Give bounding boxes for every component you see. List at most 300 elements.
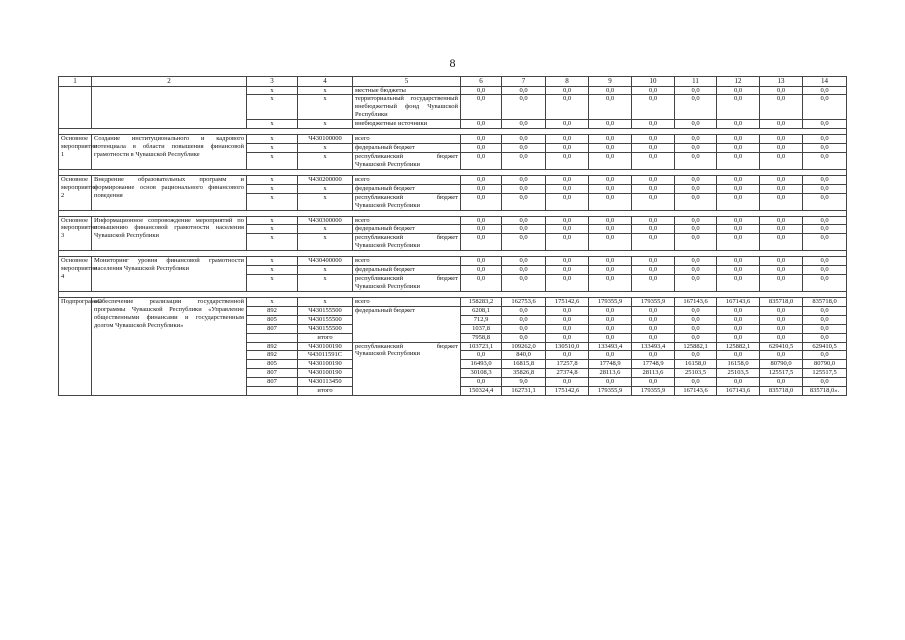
value-cell: 0,0 bbox=[760, 193, 803, 210]
column-number: 7 bbox=[502, 77, 546, 87]
value-cell: 0,0 bbox=[717, 144, 760, 153]
code-cell: Ч430200000 bbox=[298, 175, 353, 184]
value-cell: 17748,9 bbox=[632, 360, 675, 369]
value-cell: 0,0 bbox=[760, 152, 803, 169]
value-cell: 0,0 bbox=[546, 175, 589, 184]
value-cell: 0,0 bbox=[675, 95, 717, 120]
value-cell: 0,0 bbox=[632, 306, 675, 315]
value-cell: 0,0 bbox=[589, 315, 632, 324]
value-cell: 0,0 bbox=[632, 135, 675, 144]
event-row bbox=[59, 216, 847, 225]
label-cell bbox=[59, 86, 92, 129]
value-cell: 0,0 bbox=[546, 333, 589, 342]
value-cell: 16158,0 bbox=[675, 360, 717, 369]
grbs-cell: х bbox=[247, 144, 298, 153]
value-cell: 0,0 bbox=[760, 120, 803, 129]
value-cell: 0,0 bbox=[632, 216, 675, 225]
value-cell: 0,0 bbox=[546, 234, 589, 251]
value-cell: 17748,9 bbox=[589, 360, 632, 369]
column-number: 11 bbox=[675, 77, 717, 87]
value-cell: 835718,0». bbox=[803, 387, 847, 396]
value-cell: 840,0 bbox=[502, 351, 546, 360]
value-cell: 0,0 bbox=[461, 152, 502, 169]
code-cell: Ч43011591С bbox=[298, 351, 353, 360]
value-cell: 0,0 bbox=[675, 333, 717, 342]
value-cell: 0,0 bbox=[546, 306, 589, 315]
value-cell: 0,0 bbox=[502, 86, 546, 95]
value-cell: 0,0 bbox=[502, 175, 546, 184]
source-cell: федеральный бюджет bbox=[353, 306, 461, 342]
code-cell: х bbox=[298, 184, 353, 193]
value-cell: 0,0 bbox=[589, 378, 632, 387]
code-cell: х bbox=[298, 193, 353, 210]
value-cell: 0,0 bbox=[502, 225, 546, 234]
value-cell: 0,0 bbox=[632, 333, 675, 342]
value-cell: 0,0 bbox=[589, 266, 632, 275]
source-cell: всего bbox=[353, 257, 461, 266]
value-cell: 0,0 bbox=[546, 351, 589, 360]
value-cell: 0,0 bbox=[675, 306, 717, 315]
description-cell bbox=[92, 86, 247, 129]
value-cell: 0,0 bbox=[760, 234, 803, 251]
event-description: Мониторинг уровня финансовой грамотности населения Чувашской Республики bbox=[92, 257, 247, 292]
value-cell: 0,0 bbox=[675, 193, 717, 210]
value-cell: 0,0 bbox=[546, 266, 589, 275]
column-number: 6 bbox=[461, 77, 502, 87]
code-cell: х bbox=[298, 266, 353, 275]
value-cell: 0,0 bbox=[717, 306, 760, 315]
value-cell: 0,0 bbox=[717, 152, 760, 169]
grbs-cell: х bbox=[247, 193, 298, 210]
value-cell: 0,0 bbox=[589, 306, 632, 315]
value-cell: 125882,1 bbox=[717, 342, 760, 351]
value-cell: 0,0 bbox=[632, 351, 675, 360]
column-number: 10 bbox=[632, 77, 675, 87]
code-cell: х bbox=[298, 120, 353, 129]
value-cell: 0,0 bbox=[675, 225, 717, 234]
value-cell: 167143,6 bbox=[675, 297, 717, 306]
value-cell: 0,0 bbox=[717, 257, 760, 266]
code-cell: Ч430300000 bbox=[298, 216, 353, 225]
value-cell: 0,0 bbox=[675, 275, 717, 292]
grbs-cell: 805 bbox=[247, 315, 298, 324]
value-cell: 0,0 bbox=[502, 184, 546, 193]
value-cell: 0,0 bbox=[803, 351, 847, 360]
header-row bbox=[59, 77, 847, 87]
grbs-cell: х bbox=[247, 216, 298, 225]
value-cell: 0,0 bbox=[760, 225, 803, 234]
value-cell: 0,0 bbox=[675, 351, 717, 360]
value-cell: 27374,8 bbox=[546, 369, 589, 378]
code-cell: х bbox=[298, 275, 353, 292]
value-cell: 0,0 bbox=[632, 152, 675, 169]
value-cell: 179355,9 bbox=[632, 297, 675, 306]
value-cell: 0,0 bbox=[803, 152, 847, 169]
value-cell: 0,0 bbox=[717, 378, 760, 387]
subprogram-description: «Обеспечение реализации государственной программы Чувашской Республики «Управление общественными финансами и государственным долгом Чувашской Республики» bbox=[92, 297, 247, 395]
code-cell: Ч430100190 bbox=[298, 342, 353, 351]
value-cell: 0,0 bbox=[717, 120, 760, 129]
grbs-cell: х bbox=[247, 184, 298, 193]
value-cell: 0,0 bbox=[546, 216, 589, 225]
value-cell: 0,0 bbox=[502, 324, 546, 333]
value-cell: 0,0 bbox=[803, 193, 847, 210]
code-cell: Ч430113450 bbox=[298, 378, 353, 387]
value-cell: 0,0 bbox=[760, 95, 803, 120]
grbs-cell bbox=[247, 387, 298, 396]
value-cell: 0,0 bbox=[546, 324, 589, 333]
source-cell: всего bbox=[353, 175, 461, 184]
code-cell: х bbox=[298, 234, 353, 251]
value-cell: 0,0 bbox=[717, 315, 760, 324]
grbs-cell: х bbox=[247, 234, 298, 251]
value-cell: 179355,9 bbox=[589, 387, 632, 396]
value-cell: 0,0 bbox=[502, 333, 546, 342]
value-cell: 0,0 bbox=[760, 378, 803, 387]
value-cell: 0,0 bbox=[760, 315, 803, 324]
code-cell: итого bbox=[298, 387, 353, 396]
value-cell: 0,0 bbox=[675, 120, 717, 129]
value-cell: 0,0 bbox=[461, 216, 502, 225]
value-cell: 0,0 bbox=[803, 378, 847, 387]
value-cell: 835718,0 bbox=[760, 297, 803, 306]
value-cell: 0,0 bbox=[675, 184, 717, 193]
value-cell: 0,0 bbox=[461, 351, 502, 360]
value-cell: 0,0 bbox=[546, 193, 589, 210]
value-cell: 0,0 bbox=[803, 184, 847, 193]
value-cell: 103723,1 bbox=[461, 342, 502, 351]
value-cell: 0,0 bbox=[589, 275, 632, 292]
value-cell: 0,0 bbox=[461, 193, 502, 210]
column-number: 2 bbox=[92, 77, 247, 87]
value-cell: 0,0 bbox=[803, 315, 847, 324]
value-cell: 0,0 bbox=[589, 193, 632, 210]
event-description: Создание институционального и кадрового потенциала в области повышения финансовой грамотности в Чувашской Республике bbox=[92, 135, 247, 170]
value-cell: 0,0 bbox=[717, 266, 760, 275]
value-cell: 0,0 bbox=[502, 120, 546, 129]
value-cell: 0,0 bbox=[675, 266, 717, 275]
value-cell: 0,0 bbox=[546, 135, 589, 144]
value-cell: 0,0 bbox=[632, 234, 675, 251]
source-cell: республиканский бюджет Чувашской Республики bbox=[353, 342, 461, 396]
event-label: Основное мероприятие 2 bbox=[59, 175, 92, 210]
value-cell: 0,0 bbox=[589, 152, 632, 169]
value-cell: 0,0 bbox=[589, 216, 632, 225]
source-cell: всего bbox=[353, 297, 461, 306]
value-cell: 25103,5 bbox=[717, 369, 760, 378]
code-cell: х bbox=[298, 95, 353, 120]
value-cell: 0,0 bbox=[546, 184, 589, 193]
value-cell: 835718,0 bbox=[803, 297, 847, 306]
value-cell: 0,0 bbox=[803, 175, 847, 184]
value-cell: 712,9 bbox=[461, 315, 502, 324]
value-cell: 0,0 bbox=[760, 216, 803, 225]
value-cell: 0,0 bbox=[675, 135, 717, 144]
subprogram-label: Подпрограмма bbox=[59, 297, 92, 395]
value-cell: 0,0 bbox=[632, 86, 675, 95]
value-cell: 0,0 bbox=[589, 135, 632, 144]
value-cell: 0,0 bbox=[502, 152, 546, 169]
value-cell: 0,0 bbox=[632, 315, 675, 324]
value-cell: 0,0 bbox=[803, 306, 847, 315]
grbs-cell: х bbox=[247, 275, 298, 292]
value-cell: 0,0 bbox=[760, 275, 803, 292]
value-cell: 0,0 bbox=[760, 175, 803, 184]
grbs-cell: х bbox=[247, 120, 298, 129]
value-cell: 0,0 bbox=[675, 315, 717, 324]
grbs-cell: х bbox=[247, 95, 298, 120]
value-cell: 0,0 bbox=[461, 275, 502, 292]
value-cell: 0,0 bbox=[717, 324, 760, 333]
grbs-cell: 807 bbox=[247, 378, 298, 387]
value-cell: 0,0 bbox=[632, 275, 675, 292]
value-cell: 0,0 bbox=[546, 378, 589, 387]
value-cell: 175142,6 bbox=[546, 387, 589, 396]
value-cell: 130510,0 bbox=[546, 342, 589, 351]
value-cell: 16493,0 bbox=[461, 360, 502, 369]
value-cell: 0,0 bbox=[760, 135, 803, 144]
value-cell: 0,0 bbox=[717, 216, 760, 225]
value-cell: 0,0 bbox=[717, 86, 760, 95]
subprogram-row bbox=[59, 297, 847, 306]
grbs-cell: х bbox=[247, 266, 298, 275]
value-cell: 0,0 bbox=[675, 257, 717, 266]
value-cell: 133493,4 bbox=[632, 342, 675, 351]
column-number: 12 bbox=[717, 77, 760, 87]
event-row bbox=[59, 175, 847, 184]
code-cell: итого bbox=[298, 333, 353, 342]
value-cell: 0,0 bbox=[675, 324, 717, 333]
source-cell: республиканский бюджет Чувашской Республики bbox=[353, 193, 461, 210]
value-cell: 0,0 bbox=[546, 120, 589, 129]
value-cell: 0,0 bbox=[461, 144, 502, 153]
value-cell: 0,0 bbox=[803, 257, 847, 266]
value-cell: 0,0 bbox=[589, 234, 632, 251]
value-cell: 1037,8 bbox=[461, 324, 502, 333]
value-cell: 0,0 bbox=[760, 86, 803, 95]
value-cell: 0,0 bbox=[502, 257, 546, 266]
value-cell: 0,0 bbox=[461, 378, 502, 387]
value-cell: 162731,1 bbox=[502, 387, 546, 396]
value-cell: 0,0 bbox=[502, 95, 546, 120]
source-cell: всего bbox=[353, 135, 461, 144]
value-cell: 0,0 bbox=[461, 120, 502, 129]
value-cell: 0,0 bbox=[589, 184, 632, 193]
value-cell: 0,0 bbox=[717, 234, 760, 251]
value-cell: 0,0 bbox=[461, 184, 502, 193]
value-cell: 0,0 bbox=[461, 225, 502, 234]
value-cell: 0,0 bbox=[803, 216, 847, 225]
value-cell: 629410,5 bbox=[760, 342, 803, 351]
column-number: 4 bbox=[298, 77, 353, 87]
value-cell: 9,0 bbox=[502, 378, 546, 387]
value-cell: 0,0 bbox=[760, 266, 803, 275]
value-cell: 0,0 bbox=[675, 234, 717, 251]
code-cell: х bbox=[298, 152, 353, 169]
value-cell: 0,0 bbox=[589, 351, 632, 360]
source-cell: республиканский бюджет Чувашской Республики bbox=[353, 234, 461, 251]
value-cell: 0,0 bbox=[461, 135, 502, 144]
grbs-cell: х bbox=[247, 152, 298, 169]
code-cell: Ч430155500 bbox=[298, 324, 353, 333]
value-cell: 16815,8 bbox=[502, 360, 546, 369]
source-cell: федеральный бюджет bbox=[353, 266, 461, 275]
event-label: Основное мероприятие 4 bbox=[59, 257, 92, 292]
value-cell: 0,0 bbox=[546, 144, 589, 153]
code-cell: х bbox=[298, 86, 353, 95]
value-cell: 150324,4 bbox=[461, 387, 502, 396]
value-cell: 0,0 bbox=[502, 216, 546, 225]
value-cell: 0,0 bbox=[803, 333, 847, 342]
value-cell: 0,0 bbox=[546, 257, 589, 266]
value-cell: 0,0 bbox=[803, 324, 847, 333]
value-cell: 0,0 bbox=[717, 351, 760, 360]
value-cell: 167143,6 bbox=[675, 387, 717, 396]
value-cell: 629410,5 bbox=[803, 342, 847, 351]
source-cell: федеральный бюджет bbox=[353, 144, 461, 153]
value-cell: 0,0 bbox=[502, 275, 546, 292]
column-number: 14 bbox=[803, 77, 847, 87]
value-cell: 0,0 bbox=[717, 225, 760, 234]
value-cell: 0,0 bbox=[632, 184, 675, 193]
value-cell: 0,0 bbox=[632, 144, 675, 153]
value-cell: 0,0 bbox=[803, 225, 847, 234]
value-cell: 162753,6 bbox=[502, 297, 546, 306]
event-label: Основное мероприятие 3 bbox=[59, 216, 92, 251]
value-cell: 0,0 bbox=[546, 86, 589, 95]
value-cell: 0,0 bbox=[502, 315, 546, 324]
value-cell: 0,0 bbox=[717, 175, 760, 184]
value-cell: 0,0 bbox=[632, 257, 675, 266]
value-cell: 0,0 bbox=[675, 216, 717, 225]
code-cell: Ч430400000 bbox=[298, 257, 353, 266]
event-row bbox=[59, 135, 847, 144]
value-cell: 0,0 bbox=[589, 86, 632, 95]
value-cell: 109262,0 bbox=[502, 342, 546, 351]
column-number: 8 bbox=[546, 77, 589, 87]
value-cell: 0,0 bbox=[803, 234, 847, 251]
grbs-cell: 807 bbox=[247, 324, 298, 333]
value-cell: 0,0 bbox=[803, 266, 847, 275]
value-cell: 0,0 bbox=[461, 175, 502, 184]
value-cell: 0,0 bbox=[803, 135, 847, 144]
value-cell: 835718,0 bbox=[760, 387, 803, 396]
value-cell: 0,0 bbox=[546, 275, 589, 292]
column-number: 3 bbox=[247, 77, 298, 87]
value-cell: 0,0 bbox=[675, 152, 717, 169]
value-cell: 0,0 bbox=[760, 144, 803, 153]
value-cell: 16158,0 bbox=[717, 360, 760, 369]
value-cell: 0,0 bbox=[546, 152, 589, 169]
column-number: 5 bbox=[353, 77, 461, 87]
value-cell: 0,0 bbox=[717, 95, 760, 120]
value-cell: 179355,9 bbox=[589, 297, 632, 306]
value-cell: 0,0 bbox=[461, 86, 502, 95]
value-cell: 0,0 bbox=[502, 234, 546, 251]
value-cell: 0,0 bbox=[717, 184, 760, 193]
value-cell: 7958,8 bbox=[461, 333, 502, 342]
value-cell: 0,0 bbox=[632, 95, 675, 120]
value-cell: 28113,6 bbox=[589, 369, 632, 378]
code-cell: Ч430155500 bbox=[298, 315, 353, 324]
code-cell: х bbox=[298, 297, 353, 306]
grbs-cell: 805 bbox=[247, 360, 298, 369]
grbs-cell: 892 bbox=[247, 351, 298, 360]
source-cell: республиканский бюджет Чувашской Республики bbox=[353, 275, 461, 292]
code-cell: х bbox=[298, 225, 353, 234]
value-cell: 0,0 bbox=[502, 266, 546, 275]
grbs-cell: х bbox=[247, 175, 298, 184]
grbs-cell: 892 bbox=[247, 306, 298, 315]
code-cell: Ч430100190 bbox=[298, 369, 353, 378]
value-cell: 167143,6 bbox=[717, 297, 760, 306]
value-cell: 0,0 bbox=[589, 333, 632, 342]
value-cell: 0,0 bbox=[760, 257, 803, 266]
value-cell: 0,0 bbox=[632, 266, 675, 275]
value-cell: 0,0 bbox=[461, 266, 502, 275]
source-cell: республиканский бюджет Чувашской Республики bbox=[353, 152, 461, 169]
value-cell: 0,0 bbox=[546, 95, 589, 120]
grbs-cell bbox=[247, 333, 298, 342]
value-cell: 125882,1 bbox=[675, 342, 717, 351]
code-cell: Ч430155500 bbox=[298, 306, 353, 315]
value-cell: 0,0 bbox=[760, 184, 803, 193]
value-cell: 0,0 bbox=[502, 193, 546, 210]
grbs-cell: х bbox=[247, 86, 298, 95]
value-cell: 0,0 bbox=[760, 351, 803, 360]
column-number: 13 bbox=[760, 77, 803, 87]
value-cell: 0,0 bbox=[803, 86, 847, 95]
value-cell: 80790,0 bbox=[760, 360, 803, 369]
value-cell: 133493,4 bbox=[589, 342, 632, 351]
value-cell: 0,0 bbox=[632, 120, 675, 129]
source-cell: федеральный бюджет bbox=[353, 225, 461, 234]
source-cell: всего bbox=[353, 216, 461, 225]
value-cell: 0,0 bbox=[632, 175, 675, 184]
value-cell: 30108,3 bbox=[461, 369, 502, 378]
value-cell: 35826,8 bbox=[502, 369, 546, 378]
value-cell: 0,0 bbox=[589, 144, 632, 153]
value-cell: 0,0 bbox=[675, 144, 717, 153]
value-cell: 0,0 bbox=[803, 275, 847, 292]
value-cell: 0,0 bbox=[461, 95, 502, 120]
value-cell: 0,0 bbox=[502, 306, 546, 315]
event-row bbox=[59, 257, 847, 266]
value-cell: 0,0 bbox=[589, 257, 632, 266]
value-cell: 0,0 bbox=[760, 333, 803, 342]
value-cell: 0,0 bbox=[589, 120, 632, 129]
event-description: Внедрение образовательных программ и формирование основ рационального финансового поведения bbox=[92, 175, 247, 210]
value-cell: 167143,6 bbox=[717, 387, 760, 396]
source-cell: местные бюджеты bbox=[353, 86, 461, 95]
event-label: Основное мероприятие 1 bbox=[59, 135, 92, 170]
grbs-cell: х bbox=[247, 257, 298, 266]
code-cell: Ч430100190 bbox=[298, 360, 353, 369]
value-cell: 0,0 bbox=[589, 175, 632, 184]
value-cell: 0,0 bbox=[632, 324, 675, 333]
value-cell: 80790,0 bbox=[803, 360, 847, 369]
value-cell: 0,0 bbox=[760, 324, 803, 333]
value-cell: 25103,5 bbox=[675, 369, 717, 378]
page-number: 8 bbox=[449, 56, 456, 70]
value-cell: 0,0 bbox=[803, 95, 847, 120]
value-cell: 0,0 bbox=[461, 257, 502, 266]
value-cell: 158283,2 bbox=[461, 297, 502, 306]
event-description: Информационное сопровождение мероприятий по повышению финансовой грамотности населения Чувашской Республики bbox=[92, 216, 247, 251]
grbs-cell: х bbox=[247, 135, 298, 144]
value-cell: 0,0 bbox=[461, 234, 502, 251]
value-cell: 0,0 bbox=[760, 306, 803, 315]
